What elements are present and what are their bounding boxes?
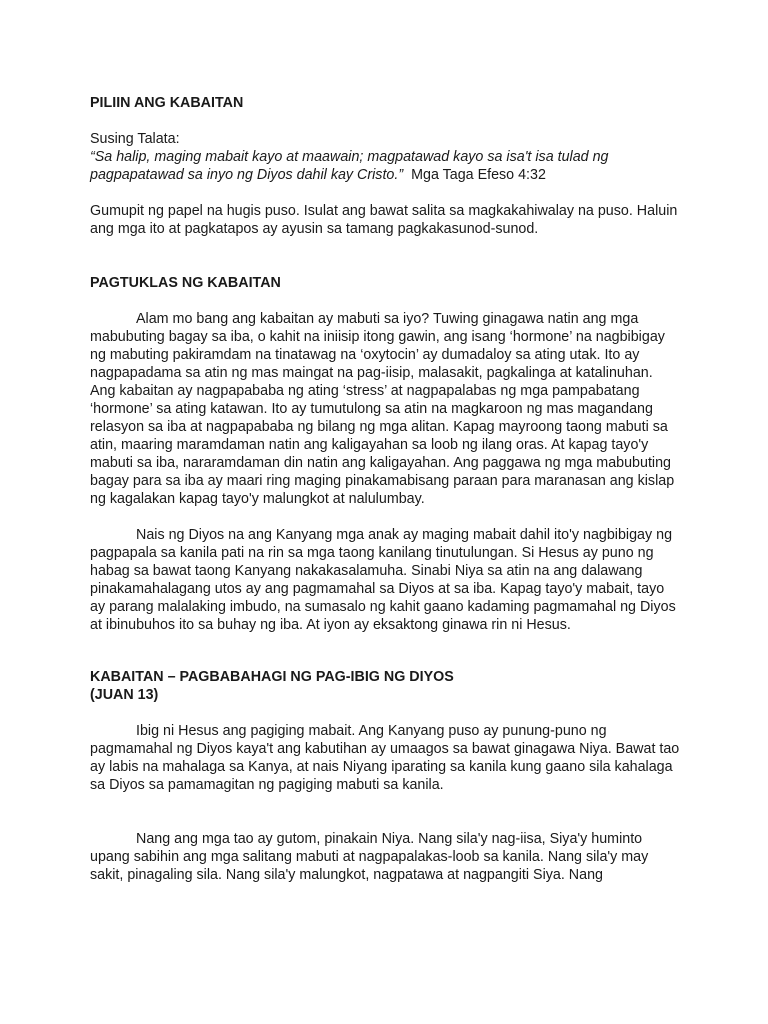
paragraph-pagtuklas-1: Alam mo bang ang kabaitan ay mabuti sa iyo? Tuwing ginagawa natin ang mga mabubuting bagay sa iba, o kahit na iniisip itong gawin, ang isang ‘hormone’ na nagbibigay ng mabuting pakiramdam na tinatawag na ‘oxytocin’ ay dumadaloy sa ating utak. Ito ay nagpapadama sa atin ng mas maingat na pag-iisip, malasakit, pagkalinga at katalinuhan. Ang kabaitan ay nagpapababa ng ating ‘stress’ at nagpapalabas ng mga pampabatang ‘hormone’ sa ating katawan. Ito ay tumutulong sa atin na magkaroon ng mas magandang relasyon sa iba at nagpapababa ng bilang ng mga alitan. Kapag mayroong taong mabuti sa atin, maaring maramdaman natin ang kaligayahan sa loob ng ilang oras. At kapag tayo'y mabuti sa iba, nararamdaman din natin ang kaligayahan. Ang paggawa ng mga mabubuting bagay para sa iba ay maari ring maging pinakamabisang paraan para maranasan ang kislap ng kagalakan kapag tayo'y malungkot at nalulumbay. <box>90 311 675 507</box>
section-heading-kabaitan: KABAITAN – PAGBABAHAGI NG PAG-IBIG NG DIYOS <box>90 669 454 685</box>
key-verse <box>90 148 680 184</box>
document-page <box>90 94 680 884</box>
section-heading-pagtuklas: PAGTUKLAS NG KABAITAN <box>90 275 281 291</box>
paragraph-kabaitan-2: Nang ang mga tao ay gutom, pinakain Niya. Nang sila'y nag-iisa, Siya'y huminto upang sabihin ang mga salitang mabuti at nagpapalakas-loob sa kanila. Nang sila'y may sakit, pinagaling sila. Nang sila'y malungkot, nagpatawa at nagpangiti Siya. Nang <box>90 831 649 883</box>
key-verse-label: Susing Talata: <box>90 131 180 147</box>
paragraph-pagtuklas-2: Nais ng Diyos na ang Kanyang mga anak ay maging mabait dahil ito'y nagbibigay ng pagpapala sa kanila pati na rin sa mga taong kanilang tinutulungan. Si Hesus ay puno ng habag sa bawat taong Kanyang nakakasalamuha. Sinabi Niya sa atin na ang dalawang pinakamahalagang utos ay ang pagmamahal sa Diyos at sa iba. Kapag tayo'y mabait, tayo ay parang malalaking imbudo, na sumasalo ng kahit gaano kadaming pagmamahal ng Diyos at ibinubuhos ito sa buhay ng iba. At iyon ay eksaktong ginawa rin ni Hesus. <box>90 527 676 633</box>
section-heading-piliin: PILIIN ANG KABAITAN <box>90 95 244 111</box>
key-verse-reference: Mga Taga Efeso 4:32 <box>411 167 546 183</box>
key-verse-quote: “Sa halip, maging mabait kayo at maawain; magpatawad kayo sa isa't isa tulad ng pagpapatawad sa inyo ng Diyos dahil kay Cristo.” <box>90 149 609 183</box>
paragraph-kabaitan-1: Ibig ni Hesus ang pagiging mabait. Ang Kanyang puso ay punung-puno ng pagmamahal ng Diyos kaya't ang kabutihan ay umaagos sa bawat ginagawa Niya. Bawat tao ay labis na mahalaga sa Kanya, at nais Niyang iparating sa kanila kung gaano sila kahalaga sa Diyos sa pamamagitan ng pagiging mabuti sa kanila. <box>90 723 680 793</box>
section-subheading-juan: (JUAN 13) <box>90 687 159 703</box>
activity-instructions: Gumupit ng papel na hugis puso. Isulat ang bawat salita sa magkakahiwalay na puso. Haluin ang mga ito at pagkatapos ay ayusin sa tamang pagkakasunod-sunod. <box>90 203 678 237</box>
